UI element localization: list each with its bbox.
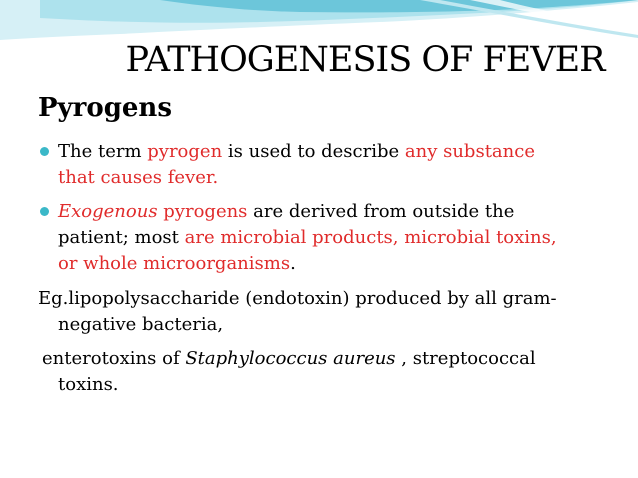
example-line-2: negative bacteria, [58,314,224,335]
enterotoxins-line-2: toxins. [58,374,119,395]
enterotoxins-species: Staphylococcus aureus [185,348,396,369]
bullet-2-dot [40,207,49,216]
bullet-2-text-b: patient; most [58,227,185,248]
bullet-2-keyword-whole: or whole microorganisms [58,253,291,274]
example-line-1: Eg.lipopolysaccharide (endotoxin) produced by all gram- [38,288,557,309]
bullet-1-keyword-substance: any substance [404,141,535,162]
bullet-2-keyword-microbial: are microbial products, microbial toxins, [184,227,557,248]
bullet-2-line-2 [58,226,557,250]
slide-subtitle: Pyrogens [38,93,172,123]
enterotoxins-text-b: , streptococcal [395,348,536,369]
bullet-2-keyword-pyrogens: pyrogens [157,201,248,222]
bullet-2-text-a: are derived from outside the [247,201,515,222]
slide-title: PATHOGENESIS OF FEVER [125,40,605,80]
bullet-1-text-a: The term [58,141,148,162]
bullet-1-dot [40,147,49,156]
bullet-1-text-b: is used to describe [222,141,405,162]
bullet-1-keyword-pyrogen: pyrogen [147,141,223,162]
bullet-2-line-1 [58,200,514,224]
bullet-2-keyword-exogenous: Exogenous [58,201,158,222]
enterotoxins-text-a: enterotoxins of [42,348,186,369]
bullet-1-line-2: that causes fever. [58,167,219,188]
bullet-2-line-3 [58,252,296,276]
enterotoxins-line-1 [42,347,536,371]
bullet-2-period: . [290,253,296,274]
bullet-1-line-1 [58,140,535,164]
